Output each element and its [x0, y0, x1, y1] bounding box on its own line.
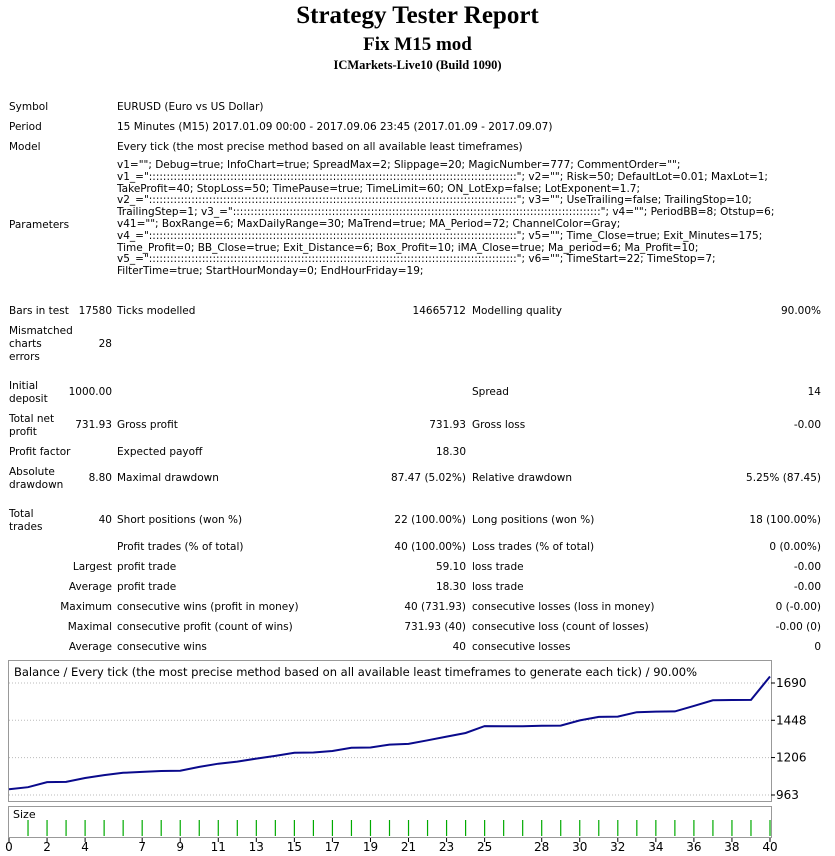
param-line: TrailingStep=1; v3_="::::::::::::::::::::::::::::::::::::::::::::::::::::::::::::::::::::::::::::::::::::::::::::::::::::::::"; v4=""; PeriodBB=8; Otstup=6; [117, 206, 775, 219]
avgcons-label: Average [68, 641, 112, 653]
size-label: Size [13, 808, 36, 821]
profittrades-label: Profit trades (% of total) [117, 541, 244, 553]
average-profit-value: 18.30 [435, 581, 466, 593]
grossloss-value: -0.00 [793, 419, 821, 431]
param-line: v5_="::::::::::::::::::::::::::::::::::::::::::::::::::::::::::::::::::::::::::::::::::::::::::::::::::::::::"; v6=""; TimeStart=22; TimeStop=7; [117, 253, 716, 266]
period-value: 15 Minutes (M15) 2017.01.09 00:00 - 2017.09.06 23:45 (2017.01.09 - 2017.09.07) [117, 121, 553, 133]
avgconslosses-value: 0 [814, 641, 821, 653]
bars-label: Bars in test [9, 305, 69, 317]
param-line: v2_="::::::::::::::::::::::::::::::::::::::::::::::::::::::::::::::::::::::::::::::::::::::::::::::::::::::::"; v3=""; UseTrailing=false; TrailingStop=10; [117, 194, 752, 207]
grossprofit-label: Gross profit [117, 419, 178, 431]
x-tick-label: 13 [248, 840, 264, 854]
long-value: 18 (100.00%) [749, 514, 821, 526]
x-tick-label: 34 [648, 840, 664, 854]
maximum-label: Maximum [60, 601, 112, 613]
absdd-value: 8.80 [88, 472, 112, 484]
mismatch-value: 28 [98, 338, 112, 350]
param-line: FilterTime=true; StartHourMonday=0; EndHourFriday=19; [117, 265, 424, 278]
x-tick-label: 23 [438, 840, 455, 854]
maxconslosses-label: consecutive losses (loss in money) [472, 601, 655, 613]
largest-profit-label: profit trade [117, 561, 177, 573]
param-line: Time_Profit=0; BB_Close=true; Exit_Distance=6; Box_Profit=10; iMA_Close=true; Ma_period=6; Ma_Profit=10; [117, 241, 699, 254]
x-tick-label: 21 [400, 840, 417, 854]
profittrades-value: 40 (100.00%) [394, 541, 466, 553]
average-profit-label: profit trade [117, 581, 177, 593]
model-label: Model [9, 141, 41, 153]
profitfactor-label: Profit factor [9, 446, 71, 458]
param-line: TakeProfit=40; StopLoss=50; TimePause=true; TimeLimit=60; ON_LotExp=false; LotExponent=1.7; [117, 182, 640, 195]
spread-value: 14 [807, 386, 821, 398]
report-title: Strategy Tester Report [296, 2, 539, 29]
payoff-value: 18.30 [435, 446, 466, 458]
avgconswins-value: 40 [452, 641, 466, 653]
balance-line [9, 677, 770, 790]
maxconsprofit-label: consecutive profit (count of wins) [117, 621, 293, 633]
model-value: Every tick (the most precise method based on all available least timeframes) [117, 141, 523, 153]
y-tick-label: 1448 [776, 713, 807, 728]
maxdd-value: 87.47 (5.02%) [391, 472, 466, 484]
param-line: v4_="::::::::::::::::::::::::::::::::::::::::::::::::::::::::::::::::::::::::::::::::::::::::::::::::::::::::"; v5=""; Time_Close=true; Exit_Minutes=175; [117, 229, 763, 242]
x-tick-label: 17 [324, 840, 341, 854]
x-tick-label: 2 [43, 840, 51, 854]
absdd-label: drawdown [9, 479, 64, 491]
largest-label: Largest [72, 561, 112, 573]
losstrades-value: 0 (0.00%) [769, 541, 821, 553]
x-tick-label: 19 [362, 840, 379, 854]
netprofit-label: Total net [9, 413, 55, 425]
period-label: Period [9, 121, 42, 133]
largest-profit-value: 59.10 [435, 561, 466, 573]
maxconswins-label: consecutive wins (profit in money) [117, 601, 299, 613]
mismatch-label: Mismatched [9, 325, 73, 337]
trades-label: Total [9, 508, 34, 520]
largest-loss-label: loss trade [472, 561, 524, 573]
x-tick-label: 28 [534, 840, 550, 854]
average-loss-label: loss trade [472, 581, 524, 593]
y-tick-label: 1690 [776, 676, 807, 690]
avgconslosses-label: consecutive losses [472, 641, 571, 653]
short-label: Short positions (won %) [117, 514, 243, 526]
netprofit-label: profit [9, 426, 37, 438]
param-line: v1_="::::::::::::::::::::::::::::::::::::::::::::::::::::::::::::::::::::::::::::::::::::::::::::::::::::::::"; v2=""; Risk=50; DefaultLot=0.01; MaxLot=1; [117, 170, 768, 183]
deposit-label: deposit [9, 393, 48, 405]
bars-value: 17580 [78, 305, 112, 317]
losstrades-label: Loss trades (% of total) [472, 541, 595, 553]
x-tick-label: 15 [286, 840, 303, 854]
maxconsprofit-value: 731.93 (40) [404, 621, 466, 633]
deposit-value: 1000.00 [68, 386, 112, 398]
mismatch-label: errors [9, 351, 40, 363]
grossloss-label: Gross loss [472, 419, 526, 431]
netprofit-value: 731.93 [75, 419, 112, 431]
x-tick-label: 25 [476, 840, 493, 854]
long-label: Long positions (won %) [472, 514, 595, 526]
absdd-label: Absolute [9, 466, 55, 478]
x-tick-label: 11 [210, 840, 226, 854]
mismatch-label: charts [9, 338, 42, 350]
parameters-label: Parameters [9, 219, 70, 231]
y-tick-label: 963 [776, 788, 799, 802]
x-tick-label: 36 [686, 840, 702, 854]
reldd-label: Relative drawdown [472, 472, 573, 484]
reldd-value: 5.25% (87.45) [746, 472, 821, 484]
param-line: v41=""; BoxRange=6; MaxDailyRange=30; MaTrend=true; MA_Period=72; ChannelColor=Gray; [117, 217, 621, 230]
param-line: v1=""; Debug=true; InfoChart=true; SpreadMax=2; Slippage=20; MagicNumber=777; CommentOrder=""; [117, 160, 681, 171]
trades-label: trades [9, 521, 43, 533]
maxconsloss-label: consecutive loss (count of losses) [472, 621, 649, 633]
x-tick-label: 7 [138, 840, 146, 854]
x-tick-label: 40 [762, 840, 778, 854]
report-subtitle: Fix M15 mod [363, 34, 472, 55]
x-tick-label: 9 [176, 840, 185, 854]
payoff-label: Expected payoff [117, 446, 203, 458]
trades-value: 40 [98, 514, 112, 526]
maximal-label: Maximal [67, 621, 112, 633]
x-tick-label: 32 [610, 840, 626, 854]
ticks-label: Ticks modelled [117, 305, 196, 317]
x-tick-label: 4 [81, 840, 89, 854]
quality-value: 90.00% [780, 305, 821, 317]
x-tick-label: 0 [5, 840, 13, 854]
quality-label: Modelling quality [472, 305, 562, 317]
avgconswins-label: consecutive wins [117, 641, 207, 653]
spread-label: Spread [472, 386, 509, 398]
symbol-label: Symbol [9, 101, 49, 113]
maxdd-label: Maximal drawdown [117, 472, 219, 484]
short-value: 22 (100.00%) [394, 514, 466, 526]
largest-loss-value: -0.00 [793, 561, 821, 573]
ticks-value: 14665712 [412, 305, 466, 317]
grossprofit-value: 731.93 [429, 419, 466, 431]
y-tick-label: 1206 [776, 750, 807, 765]
x-tick-label: 30 [572, 840, 588, 854]
maxconswins-value: 40 (731.93) [404, 601, 466, 613]
average-loss-value: -0.00 [793, 581, 821, 593]
maxconslosses-value: 0 (-0.00) [775, 601, 821, 613]
maxconsloss-value: -0.00 (0) [775, 621, 821, 633]
deposit-label: Initial [9, 380, 39, 392]
symbol-value: EURUSD (Euro vs US Dollar) [117, 101, 264, 113]
server-name: ICMarkets-Live10 (Build 1090) [333, 58, 502, 72]
average-label: Average [68, 581, 112, 593]
x-tick-label: 38 [724, 840, 740, 854]
chart-title: Balance / Every tick (the most precise method based on all available least timeframes to generate each tick) / 90.00% [14, 665, 698, 679]
